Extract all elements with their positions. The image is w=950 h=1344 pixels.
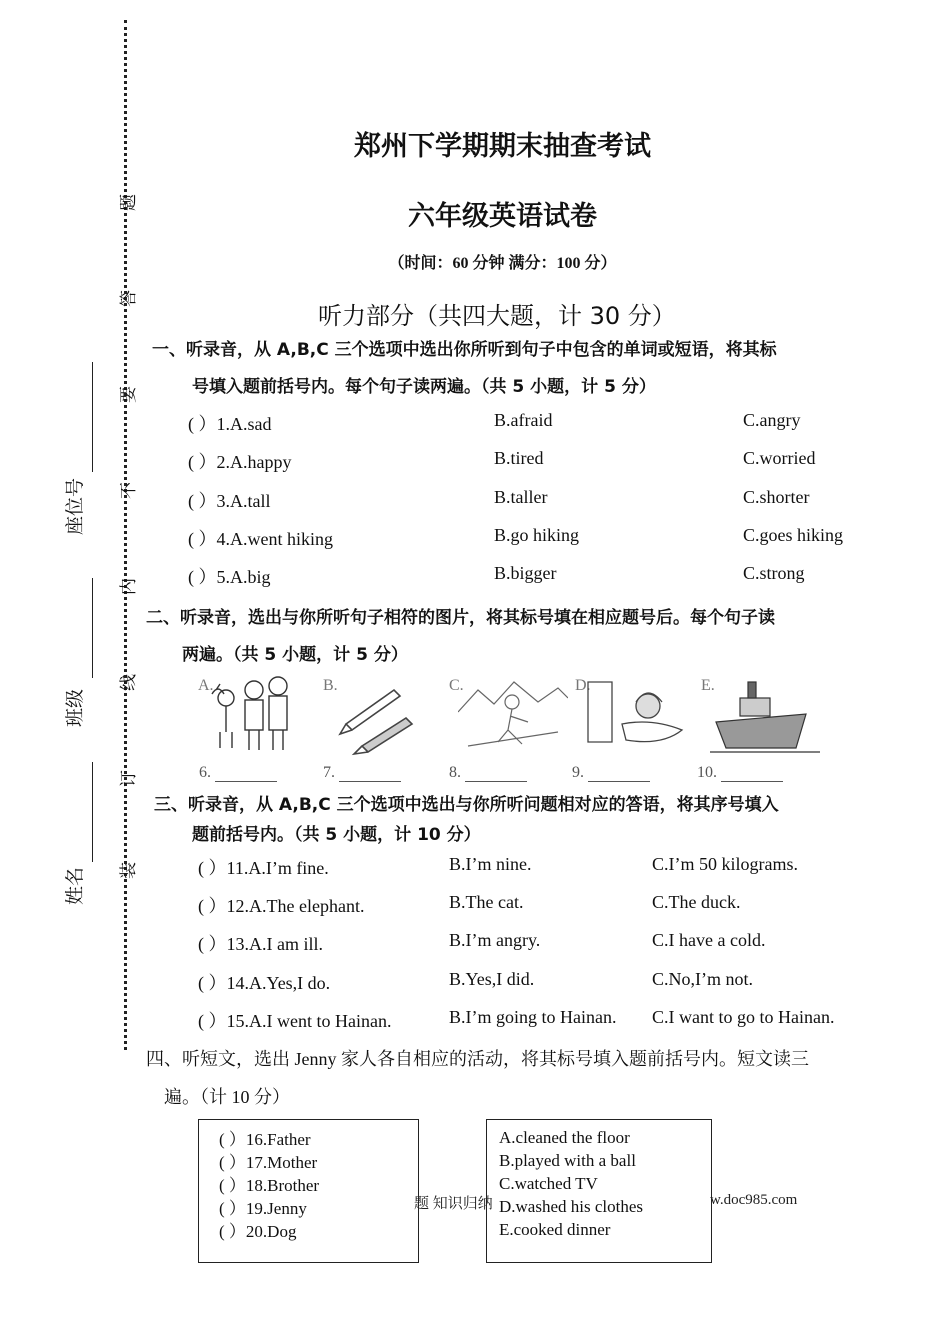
answer-blank-6[interactable]: 6. (199, 764, 277, 782)
watermark-right: w.doc985.com (710, 1192, 798, 1208)
exam-subtitle: 六年级英语试卷 (408, 201, 597, 232)
watermark-left: 题 知识归纳 (414, 1196, 493, 1212)
section-3-heading: 三、听录音，从 A,B,C 三个选项中选出与你所听问题相对应的答语，将其序号填入 (154, 795, 779, 815)
seat-number-line (92, 362, 93, 472)
option-c: C.The duck. (652, 892, 741, 912)
option-c: C.No,I’m not. (652, 969, 753, 989)
seat-number-label: 座位号 (65, 477, 86, 535)
option-c: C.worried (743, 448, 816, 468)
section-2-heading: 二、听录音，选出与你所听句子相符的图片，将其标号填在相应题号后。每个句子读 (146, 608, 775, 628)
answer-blank-7[interactable]: 7. (323, 764, 401, 782)
question-11: ( ）11.A.I’m fine. (198, 858, 329, 878)
option-c: C.I have a cold. (652, 930, 766, 950)
option-b: B.I’m nine. (449, 854, 532, 874)
margin-char: 题 (119, 194, 138, 211)
margin-char: 内 (119, 578, 138, 595)
question-5: ( ）5.A.big (188, 567, 271, 587)
question-13: ( ）13.A.I am ill. (198, 934, 323, 954)
option-b: B.I’m angry. (449, 930, 541, 950)
family-members-box (198, 1119, 419, 1263)
activity-e: E.cooked dinner (499, 1220, 611, 1239)
margin-char: 装 (119, 862, 138, 879)
picture-hiking (458, 672, 568, 756)
activity-b: B.played with a ball (499, 1151, 636, 1170)
answer-blank-9[interactable]: 9. (572, 764, 650, 782)
binding-dotted-line (124, 20, 127, 1050)
option-b: B.The cat. (449, 892, 524, 912)
picture-label-c: C. (449, 677, 464, 694)
name-label: 姓名 (65, 866, 86, 905)
question-20: ( ）20.Dog (219, 1222, 297, 1241)
picture-label-a: A. (198, 677, 214, 694)
option-b: B.Yes,I did. (449, 969, 535, 989)
exam-title: 郑州下学期期末抽查考试 (354, 131, 651, 162)
question-14: ( ）14.A.Yes,I do. (198, 973, 331, 993)
name-line (92, 762, 93, 862)
section-4-heading-cont: 遍。（计 10 分） (164, 1087, 290, 1107)
picture-girl-sick (582, 672, 692, 756)
class-line (92, 578, 93, 678)
question-15: ( ）15.A.I went to Hainan. (198, 1011, 392, 1031)
question-1: ( ）1.A.sad (188, 414, 272, 434)
section-1-heading-cont: 号填入题前括号内。每个句子读两遍。（共 5 小题，计 5 分） (192, 377, 656, 397)
section-2-heading-cont: 两遍。（共 5 小题，计 5 分） (182, 645, 408, 665)
option-b: B.taller (494, 487, 548, 507)
picture-label-d: D. (575, 677, 591, 694)
activity-c: C.watched TV (499, 1174, 598, 1193)
section-4-heading: 四、听短文，选出 Jenny 家人各自相应的活动，将其标号填入题前括号内。短文读三 (146, 1049, 809, 1069)
answer-blank-8[interactable]: 8. (449, 764, 527, 782)
activities-box (486, 1119, 712, 1263)
class-label: 班级 (65, 688, 86, 727)
option-b: B.I’m going to Hainan. (449, 1007, 617, 1027)
question-12: ( ）12.A.The elephant. (198, 896, 365, 916)
activity-d: D.washed his clothes (499, 1197, 644, 1216)
option-b: B.afraid (494, 410, 553, 430)
question-3: ( ）3.A.tall (188, 491, 271, 511)
option-c: C.I’m 50 kilograms. (652, 854, 798, 874)
picture-pencils (332, 672, 442, 756)
question-4: ( ）4.A.went hiking (188, 529, 333, 549)
option-c: C.I want to go to Hainan. (652, 1007, 835, 1027)
margin-char: 不 (119, 482, 138, 499)
margin-char: 要 (119, 386, 138, 403)
answer-blank-10[interactable]: 10. (697, 764, 783, 782)
option-c: C.strong (743, 563, 805, 583)
margin-char: 答 (119, 290, 138, 307)
option-b: B.bigger (494, 563, 557, 583)
picture-label-e: E. (701, 677, 715, 694)
section-1-heading: 一、听录音，从 A,B,C 三个选项中选出你所听到句子中包含的单词或短语，将其标 (152, 340, 777, 360)
picture-family (208, 672, 318, 756)
option-b: B.tired (494, 448, 544, 468)
option-c: C.goes hiking (743, 525, 844, 545)
section-3-heading-cont: 题前括号内。（共 5 小题，计 10 分） (192, 825, 481, 845)
question-16: ( ）16.Father (219, 1130, 311, 1149)
activity-a: A.cleaned the floor (499, 1128, 630, 1147)
question-18: ( ）18.Brother (219, 1176, 320, 1195)
margin-char: 线 (119, 674, 138, 691)
question-2: ( ）2.A.happy (188, 452, 292, 472)
question-17: ( ）17.Mother (219, 1153, 318, 1172)
picture-label-b: B. (323, 677, 338, 694)
part-heading: 听力部分（共四大题，计 30 分） (318, 302, 676, 330)
exam-info: （时间：60 分钟 满分：100 分） (388, 255, 617, 272)
option-b: B.go hiking (494, 525, 580, 545)
picture-ship (710, 672, 820, 756)
option-c: C.angry (743, 410, 801, 430)
margin-char: 订 (119, 770, 138, 787)
question-19: ( ）19.Jenny (219, 1199, 307, 1218)
option-c: C.shorter (743, 487, 810, 507)
